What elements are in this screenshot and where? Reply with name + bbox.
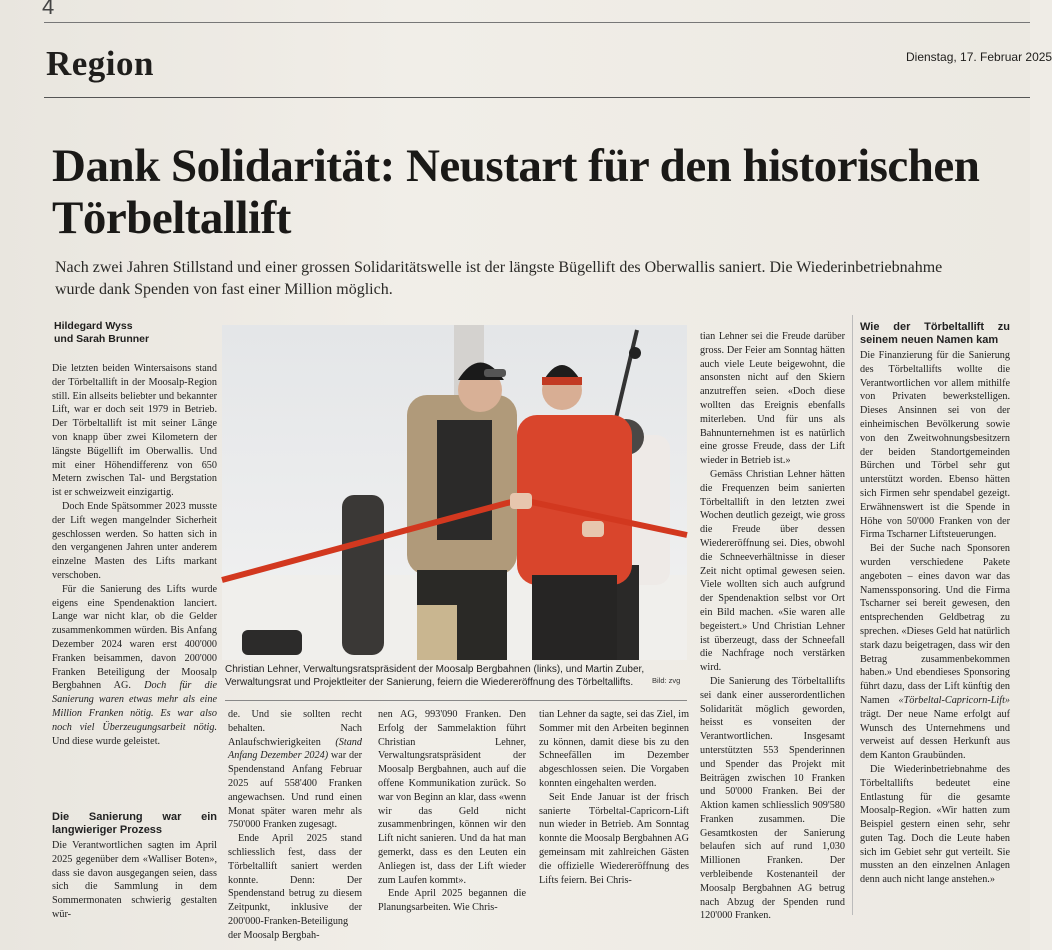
- subheading: Die Sanierung war ein langwieriger Prozess: [52, 811, 217, 836]
- issue-date: Dienstag, 17. Februar 2025: [906, 50, 1052, 64]
- article-headline: Dank Solidarität: Neustart für den historischen Törbeltallift: [52, 140, 980, 244]
- italic-text: «Törbeltal-Capricorn-Lift»: [898, 694, 1010, 706]
- column-6: [860, 315, 1010, 887]
- paragraph: [228, 708, 362, 832]
- column-1-lower: [52, 805, 217, 922]
- subheading: Wie der Törbeltallift zu seinem neuen Namen kam: [860, 321, 1010, 346]
- page-number: 4: [42, 0, 55, 19]
- column-4: [539, 708, 689, 887]
- caption-text: Christian Lehner, Verwaltungsratspräsident der Moosalp Bergbahnen (links), und Martin Zuber, Verwaltungsrat und Projektleiter der Sanierung, feiern die Wiedereröffnung des Törbeltallifts.: [225, 664, 645, 688]
- photo-credit: Bild: zvg: [652, 676, 681, 685]
- column-3: [378, 708, 526, 915]
- column-rule: [852, 315, 853, 915]
- text-run: Für die Sanierung des Lifts wurde eigens eine Spendenaktion lanciert. Lange war nicht klar, ob die Gelder zusammenkommen würden. Bis Anfang Dezember 2024 waren erst 400'000 Franken beisammen, davon 200'000 Franken Beteiligung der Moosalp Bergbahnen AG.: [52, 583, 217, 692]
- article-lead: Nach zwei Jahren Stillstand und einer grossen Solidaritätswelle ist der längste Bügellift des Oberwallis saniert. Die Wiederinbetriebnahme wurde dank Spenden von fast einer Million möglich.: [55, 259, 943, 298]
- text-run: Bei der Suche nach Sponsoren wurden verschiedene Pakete angeboten – eines davon war das Namenssponsoring. Und die Firma Tscharner sei bereit gewesen, den entsprechenden Geldbetrag zu sprechen. «Dieses Geld hat natürlich stark dazu beigetragen, dass wir den Betrag zusammenbekommen haben.» Und ebendieses Sponsoring führt dazu, dass der Lift künftig den Namen: [860, 543, 1010, 706]
- photo-caption: [225, 663, 685, 689]
- paragraph: Die Finanzierung für die Sanierung des Törbeltallifts wollte die Verantwortlichen vor allem mithilfe von Privaten bewerkstelligen. Dieses Ansinnen sei von der einheimischen Bevölkerung sowie von den Zweitwohnungsbesitzern der beiden Standortgemeinden Bürchen und Törbel sehr gut unterstützt worden. Ebenso hätten sich Firmen sehr spendabel gezeigt. Erwähnenswert ist die Spende in Höhe von 50'000 Franken von der Firma Tscharner Liftsteuerungen.: [860, 350, 1010, 541]
- top-rule: [44, 22, 1030, 23]
- paragraph: Doch Ende Spätsommer 2023 musste der Lift wegen mangelnder Sicherheit geschlossen werden. So hatten sich in den vergangenen Jahren unter anderem einzelne Masten des Lifts markant verschoben.: [52, 500, 217, 581]
- text-run: war der Spendenstand Anfang Februar 2025 auf 558'400 Franken angewachsen. Und rund einen Monat später waren mehr als 750'000 Franken zugesagt.: [228, 750, 363, 831]
- paragraph: Seit Ende Januar ist der frisch sanierte Törbeltal-Capricorn-Lift nun wieder in Betrieb. Am Sonntag konnte die Moosalp Bergbahnen AG gemeinsam mit zahlreichen Gästen die offizielle Wiedereröffnung des Lifts feiern. Bei Chris-: [539, 791, 689, 886]
- paragraph: Ende April 2025 stand schliesslich fest, dass der Törbeltallift saniert werden konnte. Denn: Der Spendenstand betrug zu diesem Zeitpunkt, inklusive der 200'000-Franken-Beteiligung der Moosalp Bergbah-: [228, 833, 362, 941]
- paragraph: [860, 542, 1010, 763]
- text-run: trägt. Der neue Name erfolgt auf Wunsch des Unternehmens und verweist auf dessen Herkunft aus dem Kanton Graubünden.: [860, 708, 1010, 762]
- paragraph: Ende April 2025 begannen die Planungsarbeiten. Wie Chris-: [378, 888, 526, 914]
- paragraph: Die letzten beiden Wintersaisons stand der Törbeltallift in der Moosalp-Region still. Ein allseits beliebter und bekannter Lift, war er doch seit 1979 in Betrieb. Der Törbeltallift ist mit seiner Länge von knapp über zwei Kilometern der längste Bügellift im Oberwallis. Und mit einer Höhendifferenz von 650 Metern zwischen Tal- und Bergstation ist er schweizweit einzigartig.: [52, 363, 217, 499]
- byline-author-2: und Sarah Brunner: [54, 333, 150, 345]
- paragraph: tian Lehner sei die Freude darüber gross. Der Feier am Sonntag hätten auch viele Leute beigewohnt, die ansonsten nicht auf den Skiern anzutreffen seien. «Doch diese wollten das Ereignis ebenfalls miterleben. Und für uns als Bahnunternehmen ist es natürlich eine grosse Freude, dass der Lift wieder in Betrieb ist.»: [700, 331, 845, 467]
- paragraph: nen AG, 993'090 Franken. Den Erfolg der Sammelaktion führt Christian Lehner, Verwaltungsratspräsident der Moosalp Bergbahnen, auch auf die offene Kommunikation zurück. So war von Beginn an klar, dass «wenn wir das Geld nicht zusammenbringen, können wir den Lift nicht sanieren. Und da hat man gemerkt, dass es den Leuten ein Anliegen ist, dass der Lift wieder zum Laufen kommt».: [378, 709, 526, 886]
- article-photo: [222, 325, 687, 660]
- column-1: [52, 362, 217, 748]
- byline-author-1: Hildegard Wyss: [54, 320, 133, 332]
- column-2: [228, 708, 362, 943]
- section-title: Region: [46, 44, 154, 83]
- paragraph: tian Lehner da sagte, sei das Ziel, im Sommer mit den Arbeiten beginnen zu können, damit diese bis zu den Schneefällen im Dezember abgeschlossen seien. Die Vorgaben konnten eingehalten werden.: [539, 709, 689, 789]
- italic-text: (Stand Anfang Dezember 2024): [228, 736, 362, 762]
- paragraph: [52, 583, 217, 749]
- column-5: [700, 330, 845, 923]
- caption-rule: [225, 700, 687, 701]
- paragraph: Die Verantwortlichen sagten im April 2025 gegenüber dem «Walliser Boten», dass sie davon ausgegangen seien, dass sich die Sammlung in dem Sommermonaten schwierig gestalten wür-: [52, 840, 217, 920]
- text-run: de. Und sie sollten recht behalten. Nach Anlaufschwierigkeiten: [228, 709, 362, 748]
- text-run: Und diese wurde geleistet.: [52, 735, 161, 747]
- header-rule: [44, 97, 1030, 98]
- paragraph: Die Wiederinbetriebnahme des Törbeltallifts bedeutet eine Entlastung für die gesamte Moosalp-Region. «Wir hatten zum Beispiel gestern einen sehr, sehr guten Tag. Doch die Leute haben sich im Gebiet sehr gut verteilt. Sie mussten an den einzelnen Anlagen denn auch nicht lange anstehen.»: [860, 763, 1010, 886]
- italic-text: Doch für die Sanierung waren etwas mehr als eine Million Franken nötig. Es war also noch viel Überzeugungsarbeit nötig.: [52, 680, 217, 733]
- byline: [54, 320, 149, 346]
- paragraph: Gemäss Christian Lehner hätten die Frequenzen beim sanierten Törbeltallift in den letzten zwei Wochen deutlich gezeigt, wie gross die Freude über dessen Wiedereröffnung sei. Dies, obwohl die Schneeverhältnisse in dieser Zeit nicht optimal gewesen seien. Viele wollten sich auch aufgrund der Spendenaktion selbst vor Ort ein Bild machen. «Sie waren alle begeistert.» Und Christian Lehner ist überzeugt, dass der Schneefall die Nachfrage noch verstärken wird.: [700, 468, 845, 674]
- paragraph: Die Sanierung des Törbeltallifts sei dank einer ausserordentlichen Solidarität möglich geworden, heisst es vonseiten der Verantwortlichen. Insgesamt unterstützten 553 Spenderinnen und Spender das Projekt mit Beiträgen zwischen 10 Franken und 50'000 Franken. Bei der Aktion kamen schliesslich 909'580 Franken zusammen. Die Gesamtkosten der Sanierung belaufen sich auf rund 1,030 Millionen Franken. Der verbleibende Kostenanteil der Moosalp Bergbahnen AG betrug nach Abzug der Spenden rund 120'000 Franken.: [700, 675, 845, 922]
